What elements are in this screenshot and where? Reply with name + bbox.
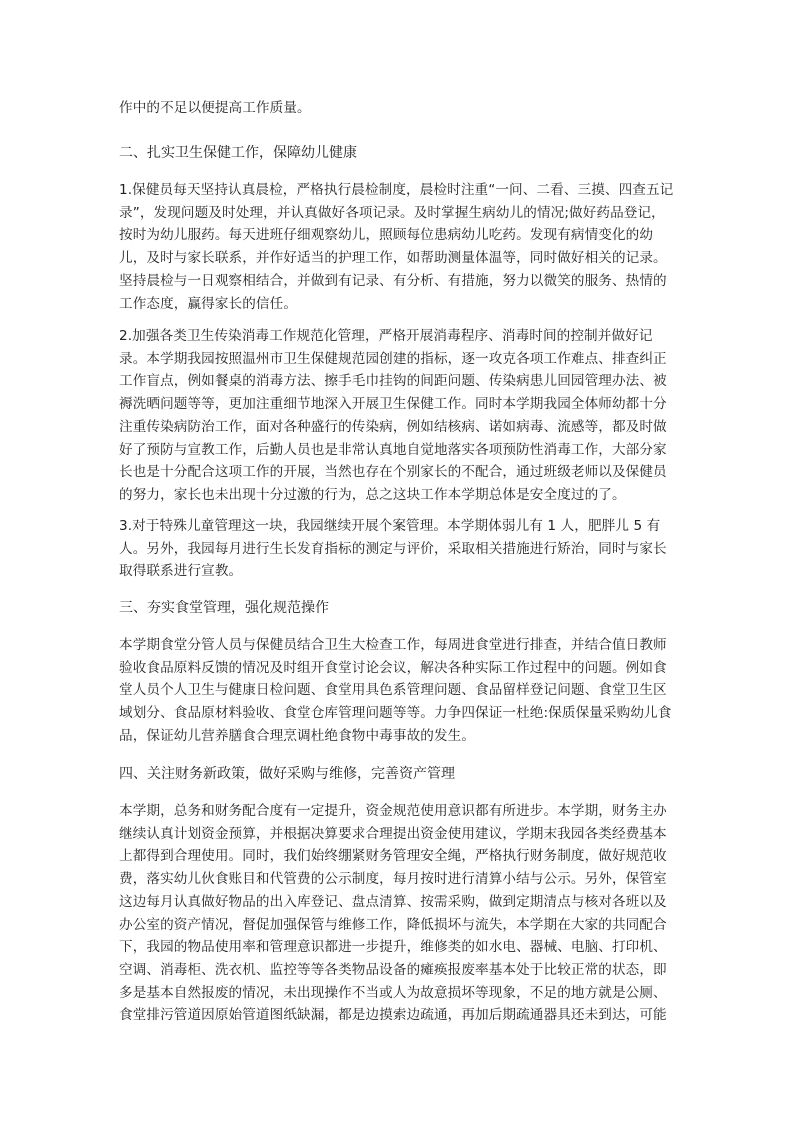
paragraph-finance: 本学期，总务和财务配合度有一定提升，资金规范使用意识都有所进步。本学期，财务主办继续认真计划资金预算，并根据决算要求合理提出资金使用建议，学期末我园各类经费基本上都得到合理使用。同时，我们始终绷紧财务管理安全绳，严格执行财务制度，做好规范收费，落实幼儿伙食账目和代管费的公示制度，每月按时进行清算小结与公示。另外，保管室这边每月认真做好物品的出入库登记、盘点清算、按需采购，做到定期清点与核对各班以及办公室的资产情况，督促加强保管与维修工作，降低损坏与流失，本学期在大家的共同配合下，我园的物品使用率和管理意识都进一步提升，维修类的如水电、器械、电脑、打印机、空调、消毒柜、洗衣机、监控等等各类物品设备的瘫痪报废率基本处于比较正常的状态，即多是基本自然报废的情况，未出现操作不当或人为故意损坏等现象，不足的地方就是公厕、食堂排污管道因原始管道图纸缺漏，都是边摸索边疏通，再加后期疏通器具还未到达，可能 — [119, 803, 667, 1024]
paragraph-disinfection: 2.加强各类卫生传染消毒工作规范化管理，严格开展消毒程序、消毒时间的控制并做好记录。本学期我园按照温州市卫生保健规范园创建的指标，逐一攻克各项工作难点、排查纠正工作盲点，例如餐桌的消毒方法、擦手毛巾挂钩的间距问题、传染病患儿回园管理办法、被褥洗晒问题等等，更加注重细节地深入开展卫生保健工作。同时本学期我园全体师幼都十分注重传染病防治工作，面对各种盛行的传染病，例如结核病、诺如病毒、流感等，都及时做好了预防与宣教工作，后勤人员也是非常认真地自觉地落实各项预防性消毒工作，大部分家长也是十分配合这项工作的开展，当然也存在个别家长的不配合，通过班级老师以及保健员的努力，家长也未出现十分过激的行为，总之这块工作本学期总体是安全度过的了。 — [119, 328, 667, 503]
intro-paragraph: 作中的不足以便提高工作质量。 — [119, 100, 311, 116]
section-heading-health: 二、扎实卫生保健工作，保障幼儿健康 — [119, 145, 357, 161]
section-heading-canteen: 三、夯实食堂管理，强化规范操作 — [119, 600, 329, 616]
section-heading-finance: 四、关注财务新政策，做好采购与维修，完善资产管理 — [119, 766, 455, 782]
paragraph-health-checks: 1.保健员每天坚持认真晨检，严格执行晨检制度，晨检时注重“一问、二看、三摸、四查五记录”，发现问题及时处理，并认真做好各项记录。及时掌握生病幼儿的情况;做好药品登记，按时为幼儿服药。每天进班仔细观察幼儿，照顾每位患病幼儿吃药。发现有病情变化的幼儿，及时与家长联系，并作好适当的护理工作，如帮助测量体温等，同时做好相关的记录。坚持晨检与一日观察相结合，并做到有记录、有分析、有措施，努力以微笑的服务、热情的工作态度，赢得家长的信任。 — [119, 182, 674, 312]
paragraph-special-children: 3.对于特殊儿童管理这一块，我园继续开展个案管理。本学期体弱儿有 1 人，肥胖儿 5 有人。另外，我园每月进行生长发育指标的测定与评价，采取相关措施进行矫治，同时与家长取得联系进行宣教。 — [119, 518, 667, 580]
paragraph-canteen: 本学期食堂分管人员与保健员结合卫生大检查工作，每周进食堂进行排查，并结合值日教师验收食品原料反馈的情况及时组开食堂讨论会议，解决各种实际工作过程中的问题。例如食堂人员个人卫生与健康日检问题、食堂用具色系管理问题、食品留样登记问题、食堂卫生区域划分、食品原材料验收、食堂仓库管理问题等等。力争四保证一杜绝:保质保量采购幼儿食品，保证幼儿营养膳食合理烹调杜绝食物中毒事故的发生。 — [119, 637, 672, 744]
